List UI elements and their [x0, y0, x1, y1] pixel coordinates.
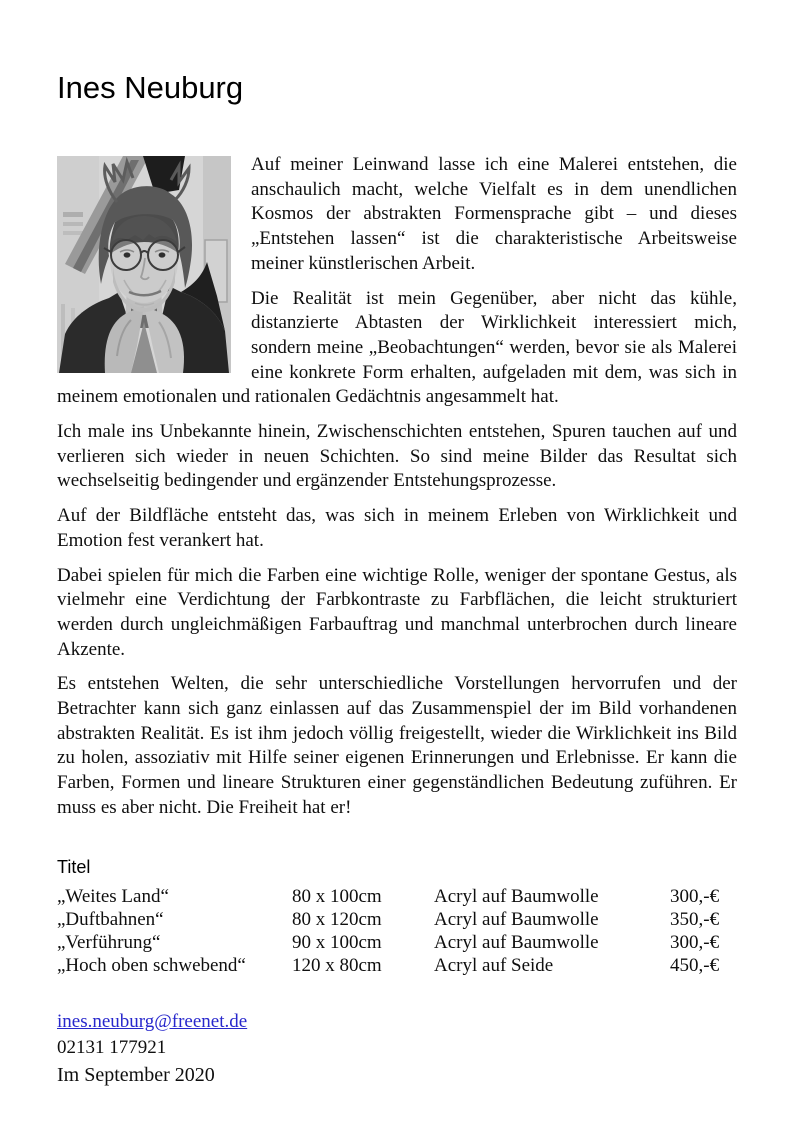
- body-paragraph: Auf meiner Leinwand lasse ich eine Malerei entstehen, die anschaulich macht, welche Vielfalt es in dem unendlichen Kosmos der abstrakten Formensprache gibt – und dieses „Entstehen lassen“ ist die charakteristische Arbeitsweise meiner künstlerischen Arbeit.: [251, 154, 737, 274]
- artwork-material: Acryl auf Baumwolle: [434, 932, 599, 954]
- email-link[interactable]: ines.neuburg@freenet.de: [57, 1010, 248, 1032]
- artwork-title: „Weites Land“: [57, 885, 169, 907]
- phone-number: 02131 177921: [57, 1036, 167, 1058]
- works-price-list: [57, 857, 737, 978]
- body-paragraph: Auf der Bildfläche entsteht das, was sich in meinem Erleben von Wirklichkeit und Emotion fest verankert hat.: [57, 505, 737, 551]
- artwork-price: 450,-€: [670, 955, 720, 977]
- artwork-row: [57, 885, 737, 908]
- artist-portrait-photo: [57, 156, 231, 373]
- artwork-title: „Hoch oben schwebend“: [57, 955, 246, 977]
- artwork-material: Acryl auf Seide: [434, 955, 554, 977]
- artwork-price: 300,-€: [670, 932, 720, 954]
- artwork-price: 350,-€: [670, 908, 720, 930]
- body-paragraph: Es entstehen Welten, die sehr unterschiedliche Vorstellungen hervorrufen und der Betrachter kann sich ganz einlassen auf das Zusammenspiel der im Bild vorhandenen abstrakten Realität. Es ist ihm jedoch völlig freigestellt, wieder die Wirklichkeit ins Bild zu holen, assoziativ mit Hilfe seiner eigenen Erinnerungen und Erlebnisse. Er kann die Farben, Formen und lineare Strukturen einer gegenständlichen Bedeutung zuführen. Er muss es aber nicht. Die Freiheit hat er!: [57, 673, 737, 818]
- artwork-row: [57, 954, 737, 977]
- artwork-size: 90 x 100cm: [292, 932, 382, 954]
- artwork-price: 300,-€: [670, 885, 720, 907]
- artwork-title: „Verführung“: [57, 932, 161, 954]
- artwork-row: [57, 908, 737, 931]
- artwork-title: „Duftbahnen“: [57, 908, 164, 930]
- artwork-size: 80 x 120cm: [292, 908, 382, 930]
- artwork-material: Acryl auf Baumwolle: [434, 885, 599, 907]
- body-paragraph: Dabei spielen für mich die Farben eine wichtige Rolle, weniger der spontane Gestus, als vielmehr eine Verdichtung der Farbkontraste zu Farbflächen, die leicht strukturiert werden durch ungleichmäßigen Farbauftrag und manchmal unterbrochen durch lineare Akzente.: [57, 564, 737, 660]
- page-title: Ines Neuburg: [57, 70, 244, 105]
- artwork-size: 120 x 80cm: [292, 955, 382, 977]
- artwork-material: Acryl auf Baumwolle: [434, 908, 599, 930]
- works-heading: Titel: [57, 856, 91, 877]
- artwork-size: 80 x 100cm: [292, 885, 382, 907]
- date-line: Im September 2020: [57, 1063, 215, 1086]
- body-paragraph: Ich male ins Unbekannte hinein, Zwischenschichten entstehen, Spuren tauchen auf und verlieren sich wieder in neuen Schichten. So sind meine Bilder das Resultat sich wechselseitig bedingender und ergänzender Entstehungsprozesse.: [57, 421, 737, 492]
- artwork-row: [57, 931, 737, 954]
- email-line: [57, 1010, 737, 1034]
- artist-statement-section: [57, 153, 737, 821]
- body-paragraph: Die Realität ist mein Gegenüber, aber nicht das kühle, distanzierte Abtasten der Wirklichkeit interessiert mich, sondern meine „Beobachtungen“ werden, bevor sie als Malerei eine konkrete Form erhalten, aufgeladen mit dem, was sich in meinem emotionalen und rationalen Gedächtnis angesammelt hat.: [57, 287, 737, 408]
- contact-section: [57, 1010, 737, 1088]
